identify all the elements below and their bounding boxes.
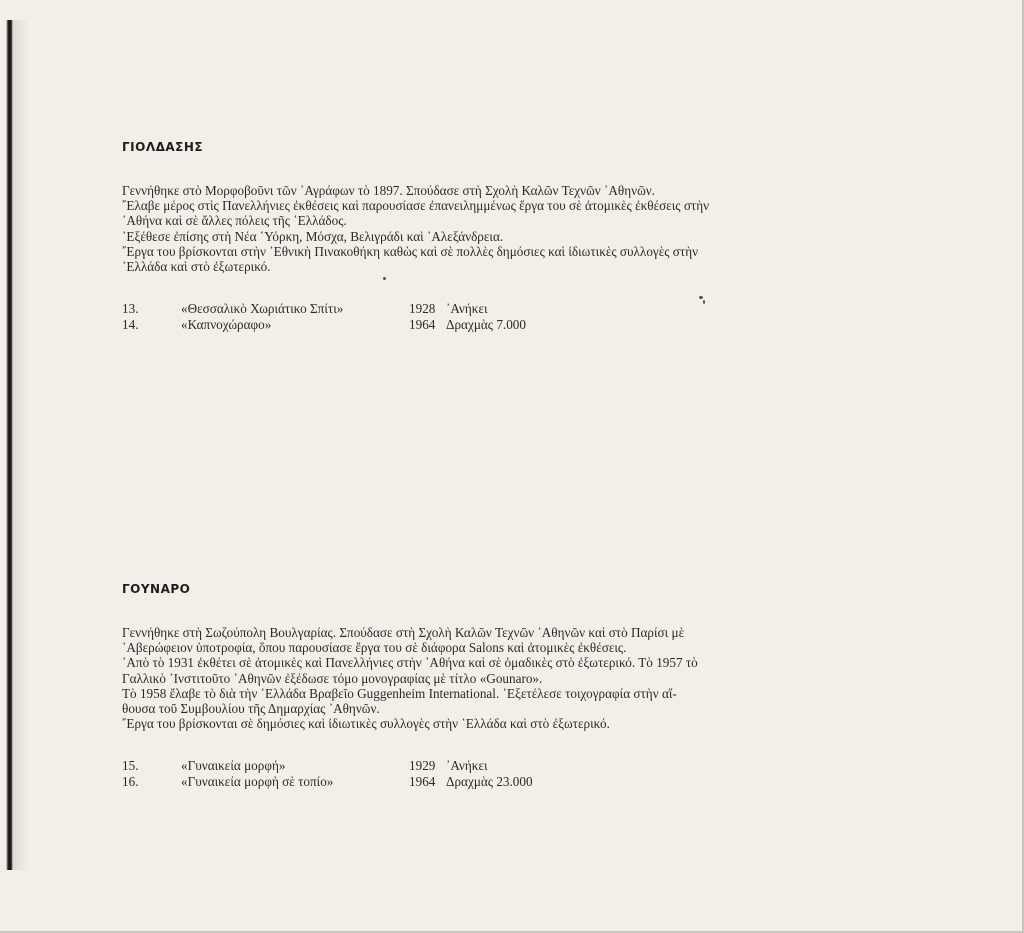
artist-section-2: [122, 582, 922, 789]
work-year: 1964: [409, 773, 436, 789]
works-list: [122, 301, 922, 332]
work-number: 13.: [122, 301, 139, 317]
bio-line: ᾿Απὸ τὸ 1931 ἐκθέτει σὲ ἀτομικὲς καὶ Πανελλήνιες στὴν ᾿Αθήνα καὶ σὲ ὁμαδικὲς στὸ ἐξωτερικό. Τὸ 1957 τὸ: [122, 655, 698, 671]
paper-speck: [383, 277, 386, 280]
work-year: 1928: [409, 301, 436, 317]
bio-line: ᾿Αθήνα καὶ σὲ ἄλλες πόλεις τῆς ῾Ελλάδος.: [122, 213, 347, 229]
work-title: «Γυναικεία μορφὴ σὲ τοπίο»: [181, 773, 334, 789]
artist-name-heading: ΓΙΟΛΔΑΣΗΣ: [122, 140, 204, 154]
work-year: 1964: [409, 316, 436, 332]
work-status: ᾿Ανήκει: [446, 301, 488, 317]
bio-line: Τὸ 1958 ἔλαβε τὸ διὰ τὴν ῾Ελλάδα Βραβεῖο Guggenheim International. ᾿Εξετέλεσε τοιχογραφία στὴν αἴ-: [122, 685, 677, 701]
work-number: 16.: [122, 773, 139, 789]
work-status: Δραχμὰς 7.000: [446, 316, 526, 332]
artist-biography: [122, 625, 922, 731]
work-entry: [122, 774, 922, 790]
work-entry: [122, 301, 922, 317]
binding-spine: [6, 20, 13, 870]
work-entry: [122, 758, 922, 774]
bio-line: ῎Εργα του βρίσκονται σὲ δημόσιες καὶ ἰδιωτικὲς συλλογὲς στὴν ῾Ελλάδα καὶ στὸ ἐξωτερικό.: [122, 716, 610, 732]
artist-section-1: [122, 140, 922, 332]
bio-line: ῎Ελαβε μέρος στὶς Πανελλήνιες ἐκθέσεις καὶ παρουσίασε ἐπανειλημμένως ἔργα του σὲ ἀτομικὲς ἐκθέσεις στὴν: [122, 198, 710, 214]
bio-line: ᾿Αβερώφειον ὑποτροφία, ὅπου παρουσίασε ἔργα του σὲ διάφορα Salons καὶ ἀτομικὲς ἐκθέσεις.: [122, 640, 627, 656]
work-number: 15.: [122, 758, 139, 774]
bio-line: Γεννήθηκε στὴ Σωζούπολη Βουλγαρίας. Σπούδασε στὴ Σχολὴ Καλῶν Τεχνῶν ᾿Αθηνῶν καὶ στὸ Παρίσι μὲ: [122, 625, 685, 640]
work-number: 14.: [122, 316, 139, 332]
work-title: «Θεσσαλικὸ Χωριάτικο Σπίτι»: [181, 301, 344, 317]
work-year: 1929: [409, 758, 436, 774]
paper-speck: [703, 300, 705, 304]
bio-line: ῾Ελλάδα καὶ στὸ ἐξωτερικό.: [122, 259, 271, 275]
work-title: «Γυναικεία μορφή»: [181, 758, 286, 774]
work-status: Δραχμὰς 23.000: [446, 773, 533, 789]
paper-speck: [699, 296, 703, 299]
bio-line: Γεννήθηκε στὸ Μορφοβοῦνι τῶν ᾿Αγράφων τὸ 1897. Σπούδασε στὴ Σχολὴ Καλῶν Τεχνῶν ᾿Αθηνῶν.: [122, 183, 656, 198]
work-entry: [122, 317, 922, 333]
bio-line: Γαλλικὸ ᾿Ινστιτοῦτο ᾿Αθηνῶν ἐξέδωσε τόμο μονογραφίας μὲ τίτλο «Gounaro».: [122, 670, 543, 686]
bio-line: ῎Εργα του βρίσκονται στὴν ᾿Εθνικὴ Πινακοθήκη καθὼς καὶ σὲ πολλὲς δημόσιες καὶ ἰδιωτικὲς συλλογὲς στὴν: [122, 243, 699, 259]
work-status: ᾿Ανήκει: [446, 758, 488, 774]
artist-name-heading: ΓΟΥΝΑΡΟ: [122, 582, 191, 596]
works-list: [122, 758, 922, 789]
work-title: «Καπνοχώραφο»: [181, 316, 272, 332]
bio-line: ᾿Εξέθεσε ἐπίσης στὴ Νέα ῾Υόρκη, Μόσχα, Βελιγράδι καὶ ᾿Αλεξάνδρεια.: [122, 228, 504, 244]
binding-shadow: [13, 20, 29, 870]
bio-line: θουσα τοῦ Συμβουλίου τῆς Δημαρχίας ᾿Αθηνῶν.: [122, 701, 380, 717]
artist-biography: [122, 183, 922, 274]
